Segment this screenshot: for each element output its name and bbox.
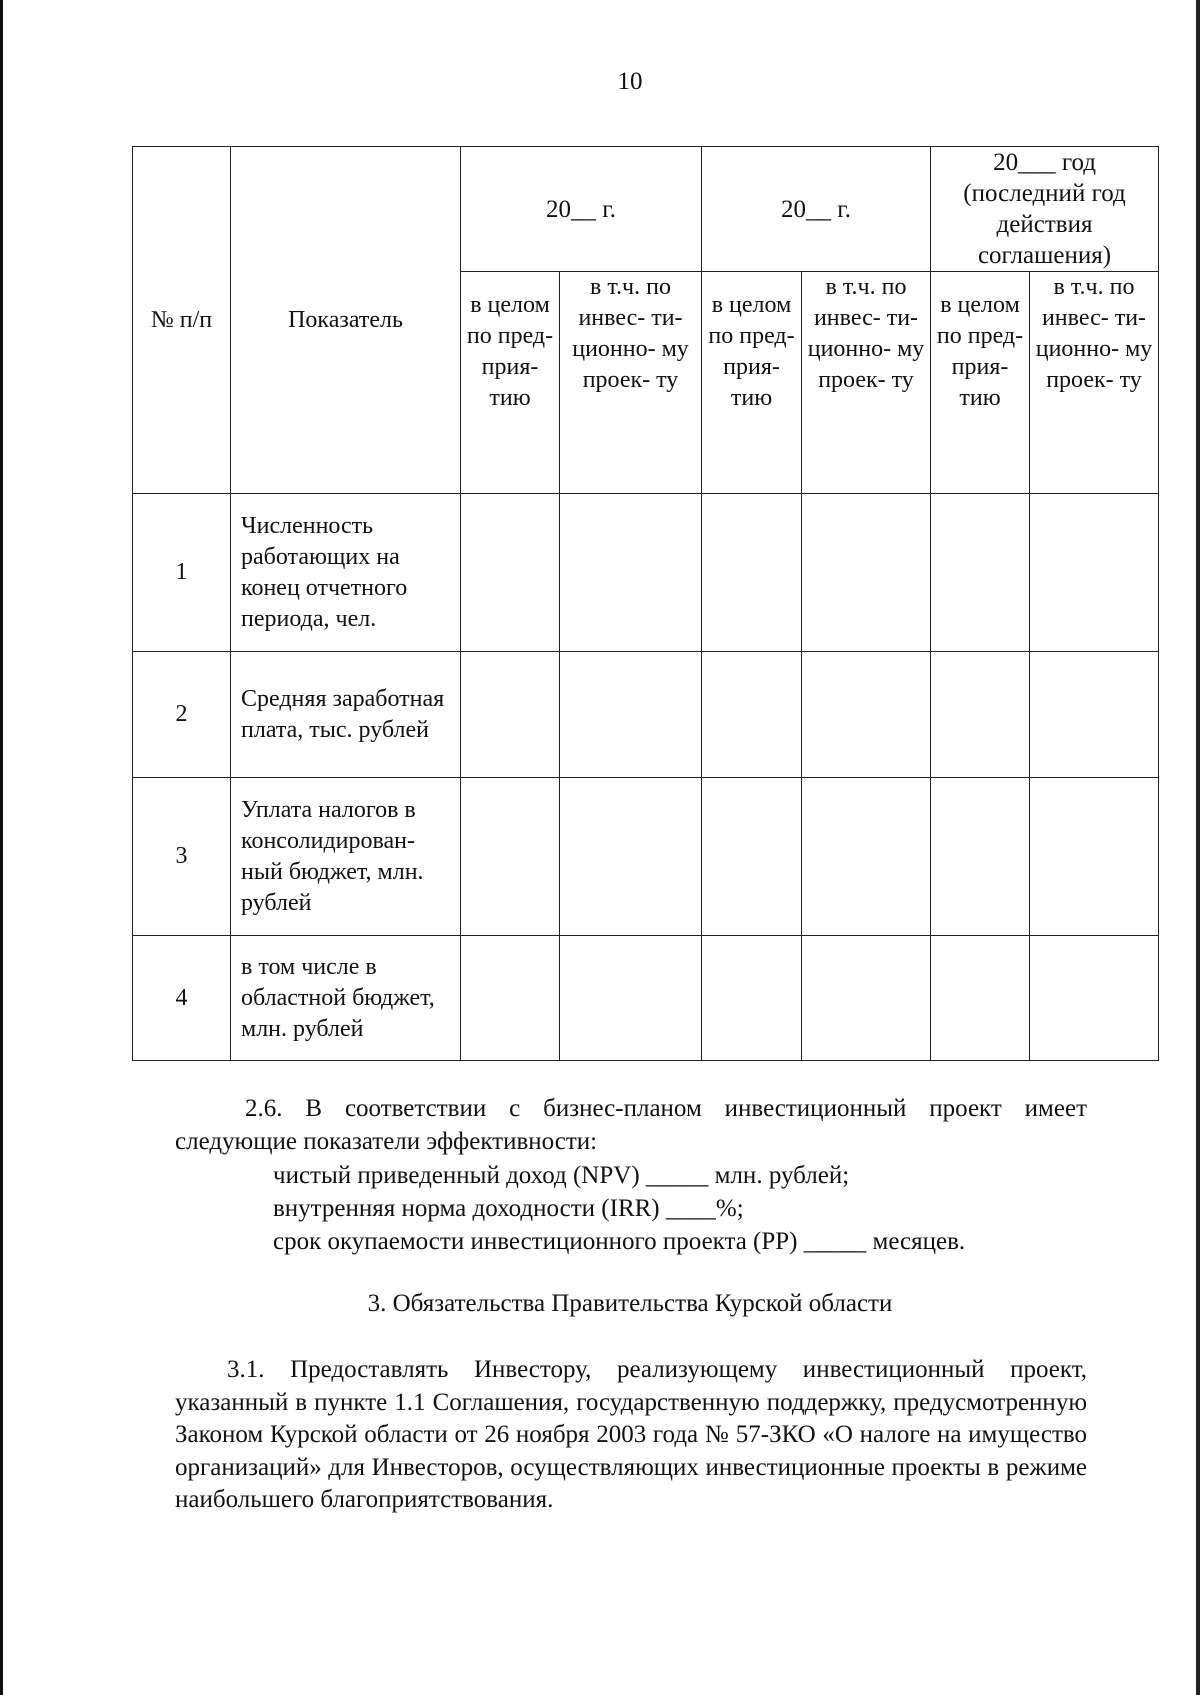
data-cell xyxy=(1030,936,1159,1061)
data-cell xyxy=(560,778,702,936)
data-cell xyxy=(560,494,702,652)
data-cell xyxy=(702,778,802,936)
section-3-1-paragraph: 3.1. Предоставлять Инвестору, реализующему инвестиционный проект, указанный в пункте 1.1 Соглашения, государственную поддержку, предусмотренную Законом Курской области от 26 ноября 2003 года № 57-ЗКО «О налоге на имущество организаций» для Инвесторов, осуществляющих инвестиционные проекты в режиме наибольшего благоприятствования. xyxy=(175,1356,1087,1513)
data-cell xyxy=(560,652,702,778)
row-number: 2 xyxy=(133,652,231,778)
data-cell xyxy=(802,652,931,778)
npv-line: чистый приведенный доход (NPV) _____ млн. рублей; xyxy=(273,1162,850,1189)
data-cell xyxy=(802,778,931,936)
row-label: в том числе в областной бюджет, млн. рублей xyxy=(231,936,461,1061)
data-cell xyxy=(931,778,1030,936)
data-cell xyxy=(1030,778,1159,936)
scan-right-border xyxy=(1196,0,1200,1695)
sub-header-project: в т.ч. по инвес- ти- ционно- му проек- ту xyxy=(802,272,931,494)
col-header-number: № п/п xyxy=(133,147,231,494)
sub-header-enterprise: в целом по пред- прия- тию xyxy=(931,272,1030,494)
data-cell xyxy=(1030,652,1159,778)
table-row xyxy=(133,494,1159,652)
row-label: Средняя заработная плата, тыс. рублей xyxy=(231,652,461,778)
data-cell xyxy=(702,652,802,778)
data-cell xyxy=(802,936,931,1061)
sub-header-project: в т.ч. по инвес- ти- ционно- му проек- ту xyxy=(1030,272,1159,494)
row-number: 3 xyxy=(133,778,231,936)
row-number: 1 xyxy=(133,494,231,652)
section-3-heading: 3. Обязательства Правительства Курской области xyxy=(367,1290,893,1317)
year-header-3: 20___ год (последний год действия соглашения) xyxy=(931,147,1159,272)
data-cell xyxy=(461,778,560,936)
data-cell xyxy=(931,936,1030,1061)
page-number: 10 xyxy=(617,68,643,95)
data-cell xyxy=(560,936,702,1061)
data-cell xyxy=(931,494,1030,652)
payback-line: срок окупаемости инвестиционного проекта (PP) _____ месяцев. xyxy=(273,1228,966,1255)
data-cell xyxy=(1030,494,1159,652)
table-row xyxy=(133,778,1159,936)
sub-header-project: в т.ч. по инвес- ти- ционно- му проек- ту xyxy=(560,272,702,494)
sub-header-enterprise: в целом по пред- прия- тию xyxy=(461,272,560,494)
data-cell xyxy=(802,494,931,652)
data-cell xyxy=(702,936,802,1061)
row-label: Уплата налогов в консолидирован- ный бюджет, млн. рублей xyxy=(231,778,461,936)
table-header-row-years xyxy=(133,147,1159,272)
scan-left-border xyxy=(0,0,3,1695)
data-cell xyxy=(702,494,802,652)
table-row xyxy=(133,652,1159,778)
irr-line: внутренняя норма доходности (IRR) ____%; xyxy=(273,1195,744,1222)
sub-header-enterprise: в целом по пред- прия- тию xyxy=(702,272,802,494)
data-cell xyxy=(461,936,560,1061)
table-row xyxy=(133,936,1159,1061)
data-cell xyxy=(461,652,560,778)
data-cell xyxy=(461,494,560,652)
row-number: 4 xyxy=(133,936,231,1061)
year-header-1: 20__ г. xyxy=(461,147,702,272)
indicators-table xyxy=(132,146,1159,1061)
year-header-2: 20__ г. xyxy=(702,147,931,272)
section-2-6-intro: 2.6. В соответствии с бизнес-планом инвестиционный проект имеет следующие показатели эффективности: xyxy=(175,1095,1087,1155)
row-label: Численность работающих на конец отчетного периода, чел. xyxy=(231,494,461,652)
col-header-indicator: Показатель xyxy=(231,147,461,494)
data-cell xyxy=(931,652,1030,778)
